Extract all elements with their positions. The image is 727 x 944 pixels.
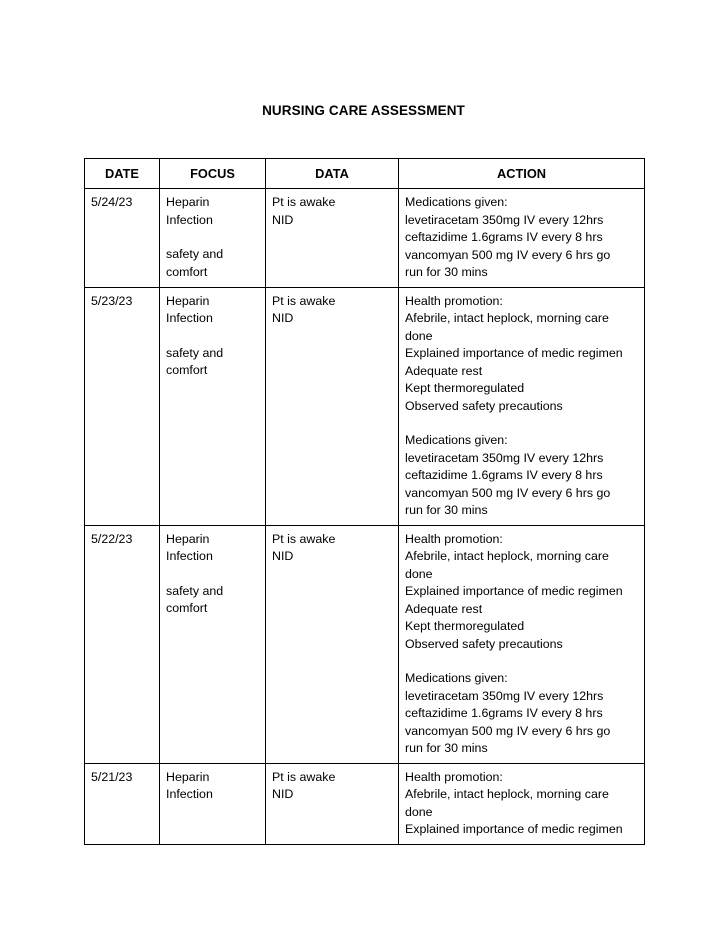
focus-line: safety and — [166, 345, 224, 360]
action-line: ceftazidime 1.6grams IV every 8 hrs — [405, 468, 603, 482]
action-line: Explained importance of medic regimen — [405, 822, 623, 836]
action-line: Afebrile, intact heplock, morning care — [405, 311, 609, 325]
cell-action — [399, 525, 645, 763]
cell-date — [85, 189, 160, 288]
date-text: 5/23/23 — [91, 293, 133, 308]
data-line: NID — [272, 311, 294, 325]
page-title: NURSING CARE ASSESSMENT — [262, 103, 465, 118]
action-line: Kept thermoregulated — [405, 381, 525, 395]
blank-line — [405, 653, 638, 670]
table-row — [85, 525, 645, 763]
action-line: vancomyan 500 mg IV every 6 hrs go — [405, 723, 611, 738]
action-line: levetiracetam 350mg IV every 12hrs — [405, 450, 604, 465]
action-line: Health promotion: — [405, 769, 503, 784]
cell-date — [85, 763, 160, 844]
table-row — [85, 287, 645, 525]
cell-action — [399, 763, 645, 844]
blank-line — [405, 415, 638, 432]
blank-line — [166, 328, 259, 345]
action-line: Medications given: — [405, 671, 508, 685]
action-line: run for 30 mins — [405, 741, 488, 755]
action-line: done — [405, 804, 433, 819]
focus-line: safety and — [166, 583, 224, 598]
focus-line: comfort — [166, 363, 208, 377]
action-line: done — [405, 566, 433, 581]
cell-focus — [160, 189, 266, 288]
table-body — [85, 189, 645, 845]
date-text: 5/22/23 — [91, 531, 133, 546]
action-line: vancomyan 500 mg IV every 6 hrs go — [405, 247, 611, 262]
header-data: DATA — [266, 159, 399, 189]
action-line: Afebrile, intact heplock, morning care — [405, 787, 609, 801]
action-line: Explained importance of medic regimen — [405, 584, 623, 598]
blank-line — [166, 566, 259, 583]
data-line: Pt is awake — [272, 531, 336, 546]
action-line: Medications given: — [405, 195, 508, 209]
data-line: NID — [272, 549, 294, 563]
action-line: Kept thermoregulated — [405, 619, 525, 633]
header-action: ACTION — [399, 159, 645, 189]
action-line: Explained importance of medic regimen — [405, 346, 623, 360]
action-line: ceftazidime 1.6grams IV every 8 hrs — [405, 706, 603, 720]
data-line: NID — [272, 787, 294, 801]
data-line: Pt is awake — [272, 293, 336, 308]
cell-data — [266, 287, 399, 525]
action-line: Observed safety precautions — [405, 398, 563, 413]
cell-action — [399, 189, 645, 288]
data-line: NID — [272, 212, 294, 227]
table-row — [85, 189, 645, 288]
cell-date — [85, 287, 160, 525]
date-text: 5/24/23 — [91, 195, 133, 209]
focus-line: Infection — [166, 549, 213, 563]
action-line: vancomyan 500 mg IV every 6 hrs go — [405, 485, 611, 500]
action-line: Medications given: — [405, 433, 508, 447]
table-header-row — [85, 159, 645, 189]
focus-line: Infection — [166, 311, 213, 325]
cell-action — [399, 287, 645, 525]
date-text: 5/21/23 — [91, 769, 133, 784]
action-line: levetiracetam 350mg IV every 12hrs — [405, 212, 604, 227]
focus-line: comfort — [166, 264, 208, 279]
cell-focus — [160, 525, 266, 763]
focus-line: Infection — [166, 787, 213, 801]
action-line: ceftazidime 1.6grams IV every 8 hrs — [405, 230, 603, 244]
action-line: Adequate rest — [405, 363, 483, 378]
table-row — [85, 763, 645, 844]
action-line: run for 30 mins — [405, 265, 488, 279]
action-line: Health promotion: — [405, 531, 503, 546]
focus-line: Heparin — [166, 293, 210, 308]
cell-data — [266, 763, 399, 844]
action-line: done — [405, 328, 433, 343]
focus-line: Heparin — [166, 531, 210, 546]
focus-line: comfort — [166, 601, 208, 615]
header-date: DATE — [85, 159, 160, 189]
cell-data — [266, 189, 399, 288]
blank-line — [166, 229, 259, 246]
cell-focus — [160, 763, 266, 844]
cell-focus — [160, 287, 266, 525]
action-line: levetiracetam 350mg IV every 12hrs — [405, 688, 604, 703]
nursing-care-table — [84, 158, 645, 845]
action-line: Observed safety precautions — [405, 636, 563, 651]
data-line: Pt is awake — [272, 769, 336, 784]
cell-date — [85, 525, 160, 763]
focus-line: Heparin — [166, 769, 210, 784]
cell-data — [266, 525, 399, 763]
focus-line: safety and — [166, 247, 224, 261]
data-line: Pt is awake — [272, 195, 336, 209]
action-line: Afebrile, intact heplock, morning care — [405, 549, 609, 563]
action-line: run for 30 mins — [405, 503, 488, 517]
focus-line: Infection — [166, 212, 213, 227]
header-focus: FOCUS — [160, 159, 266, 189]
action-line: Adequate rest — [405, 601, 483, 616]
action-line: Health promotion: — [405, 293, 503, 308]
focus-line: Heparin — [166, 195, 210, 209]
